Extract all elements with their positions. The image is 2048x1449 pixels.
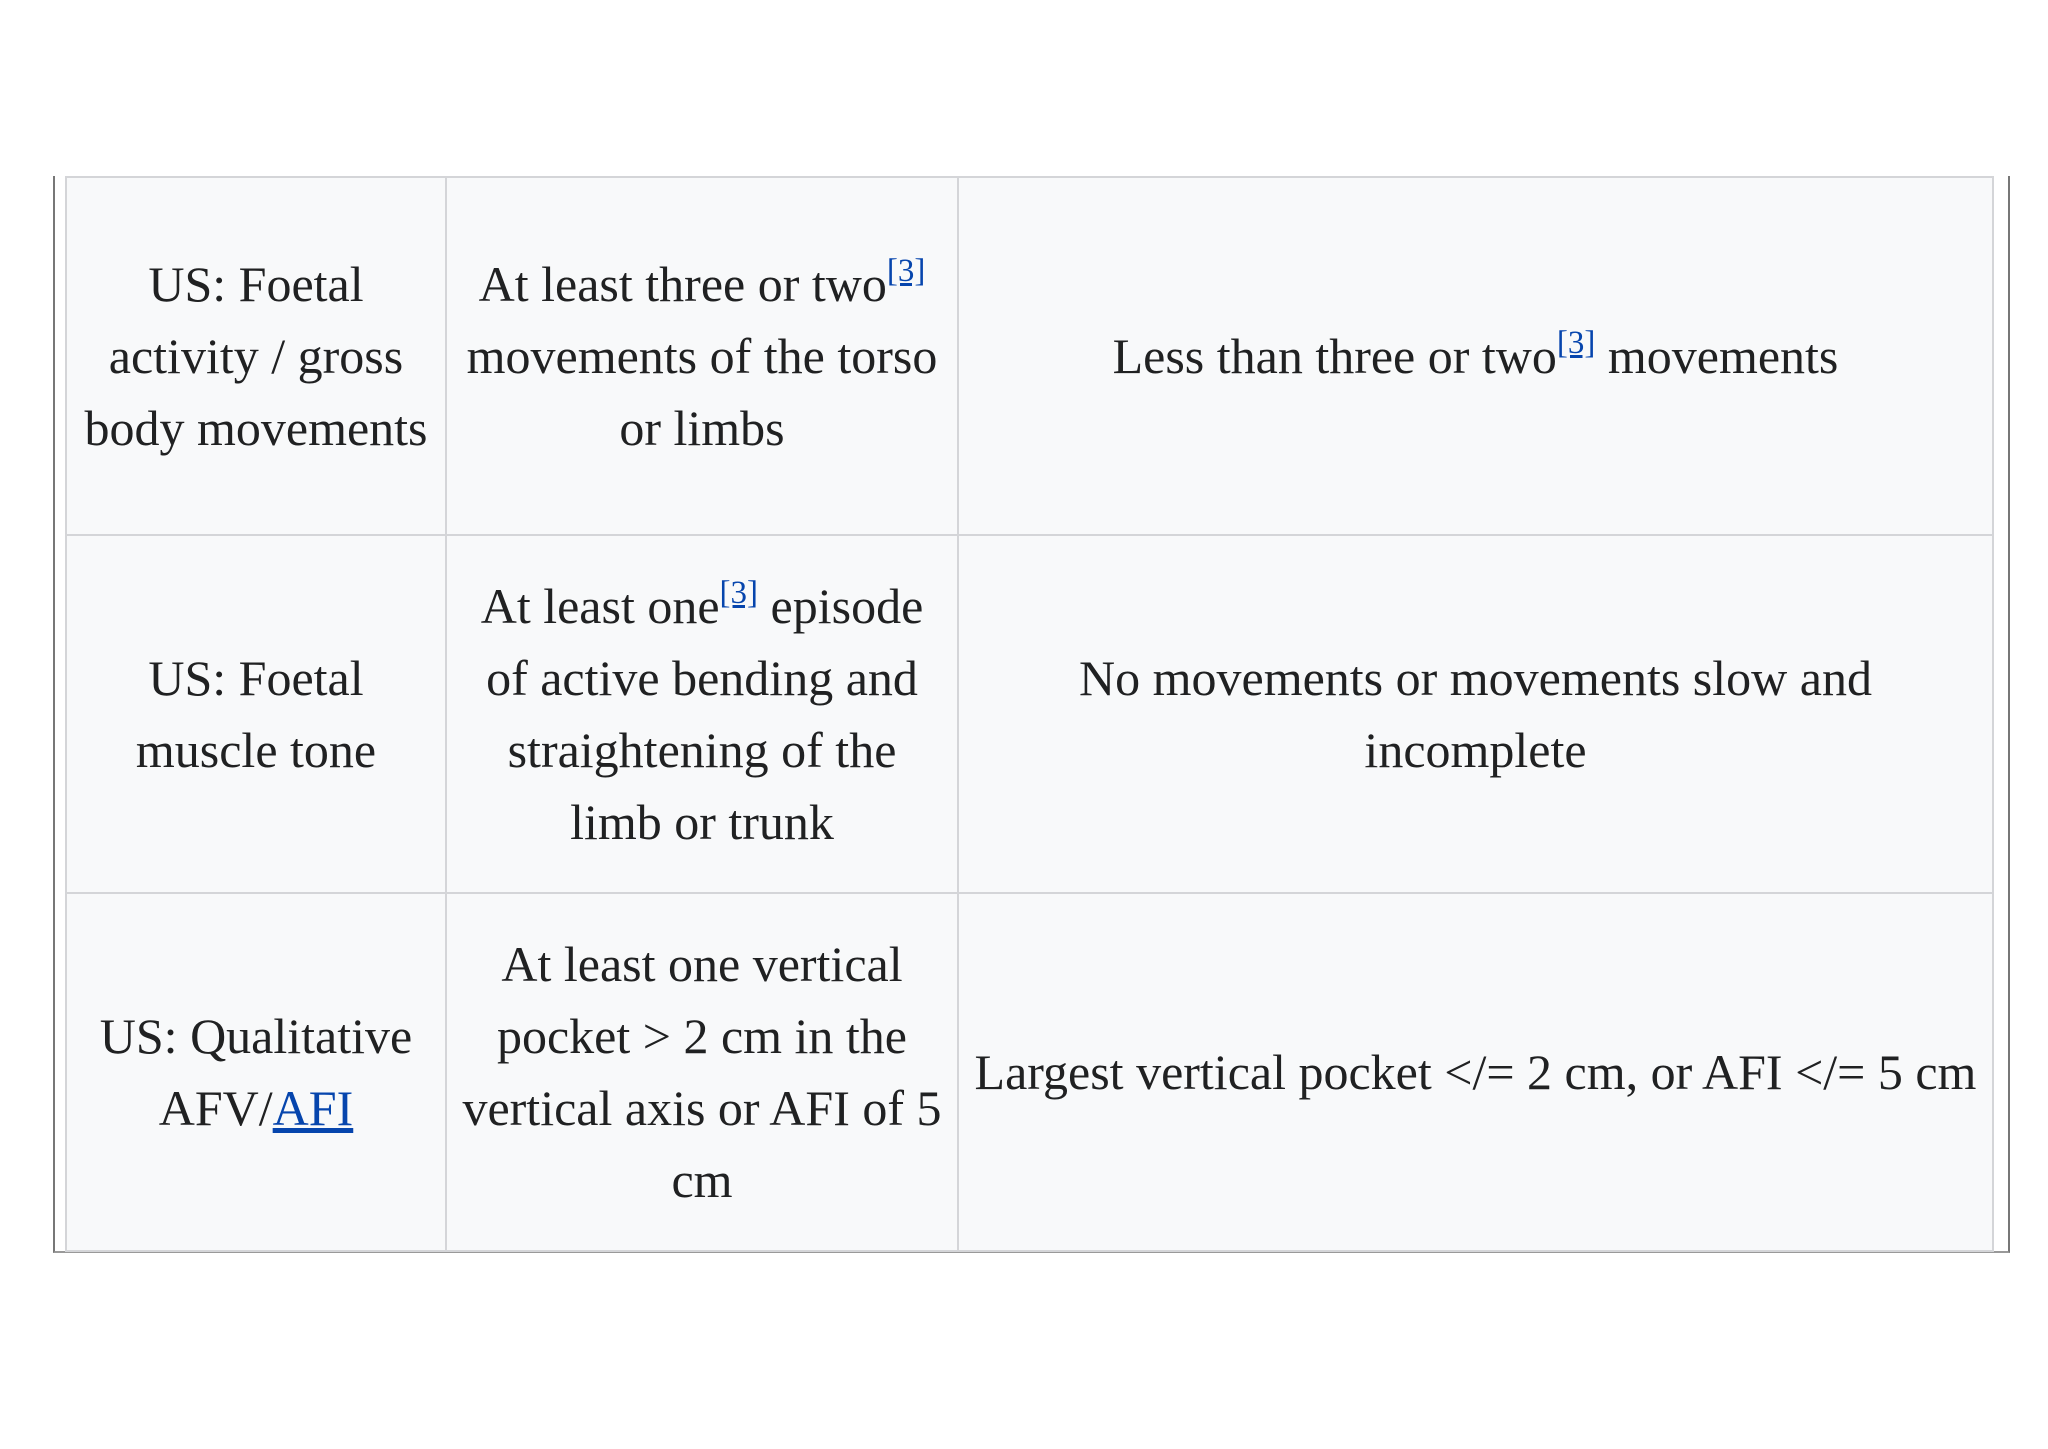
- normal-cell: [446, 535, 958, 893]
- citation-link[interactable]: [3]: [1556, 325, 1596, 361]
- abnormal-text: No movements or movements slow and incomplete: [1079, 650, 1872, 778]
- normal-text-start: At least one: [480, 578, 720, 634]
- table-row: [66, 893, 1993, 1251]
- abnormal-text-start: Less than three or two: [1112, 328, 1557, 384]
- normal-cell: [446, 893, 958, 1251]
- citation-link[interactable]: [3]: [719, 575, 759, 611]
- normal-cell: [446, 177, 958, 535]
- criterion-text: US: Foetal activity / gross body movements: [84, 256, 428, 456]
- normal-text-end: episode of active bending and straightening of the limb or trunk: [486, 578, 924, 850]
- abnormal-text: Largest vertical pocket </= 2 cm, or AFI </= 5 cm: [974, 1044, 1977, 1100]
- normal-text-end: movements of the torso or limbs: [466, 328, 938, 456]
- normal-text-start: At least three or two: [478, 256, 887, 312]
- criterion-cell: [66, 535, 446, 893]
- table-row: [66, 177, 1993, 535]
- criterion-cell: [66, 893, 446, 1251]
- biophysical-profile-table: [65, 176, 1994, 1252]
- abnormal-cell: [958, 535, 1993, 893]
- afi-link[interactable]: AFI: [272, 1080, 354, 1136]
- abnormal-cell: [958, 893, 1993, 1251]
- abnormal-cell: [958, 177, 1993, 535]
- citation-link[interactable]: [3]: [886, 253, 926, 289]
- criterion-text: US: Foetal muscle tone: [135, 650, 377, 778]
- criterion-text: US: Qualitative AFV/: [99, 1008, 413, 1136]
- table-row: [66, 535, 1993, 893]
- criterion-cell: [66, 177, 446, 535]
- normal-text: At least one vertical pocket > 2 cm in the vertical axis or AFI of 5 cm: [462, 936, 942, 1208]
- abnormal-text-end: movements: [1595, 328, 1839, 384]
